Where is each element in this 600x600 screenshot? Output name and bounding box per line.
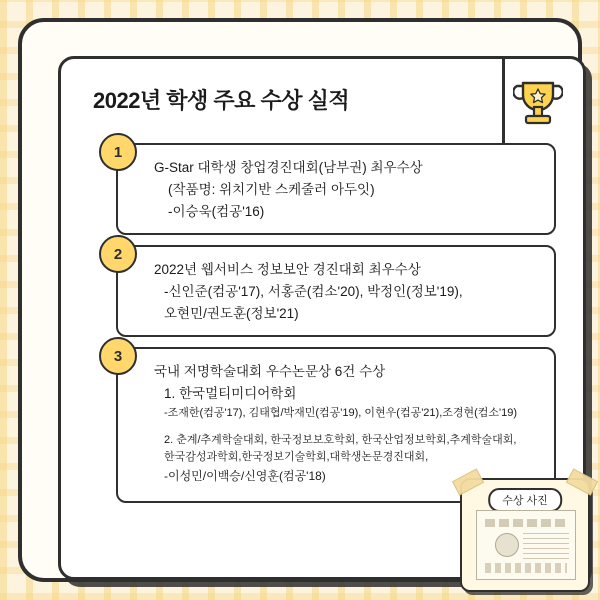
- title-divider: [502, 57, 505, 143]
- award-line: 2022년 웹서비스 정보보안 경진대회 최우수상: [154, 262, 421, 277]
- award-line: 오현민/권도훈(정보'21): [164, 305, 299, 321]
- trophy-icon: [513, 77, 563, 133]
- award-line: -이승욱(컴공'16): [168, 203, 265, 219]
- award-line: G-Star 대학생 창업경진대회(남부권) 최우수상: [154, 160, 423, 175]
- award-block: [116, 143, 556, 235]
- award-line: -이성민/이백승/신영훈(컴공'18): [164, 469, 326, 484]
- award-block: [116, 245, 556, 337]
- photo-label: 수상 사진: [488, 488, 562, 512]
- award-certificate-photo: [476, 510, 576, 580]
- title-box: [75, 71, 505, 127]
- award-line: 국내 저명학술대회 우수논문상 6건 수상: [154, 364, 386, 379]
- page-title: 2022년 학생 주요 수상 실적: [93, 87, 350, 113]
- certificate-text-lines: [523, 533, 569, 559]
- award-line: -신인준(컴공'17), 서홍준(컴소'20), 박정인(정보'19),: [164, 283, 463, 299]
- award-line: 한국감성과학회,한국정보기술학회,대학생논문경진대회,: [164, 451, 429, 464]
- certificate-header-lines: [485, 519, 567, 527]
- award-line: 2. 춘계/추계학술대회, 한국정보보호학회, 한국산업정보학회,추계학술대회,: [164, 433, 517, 446]
- award-line: -조재한(컴공'17), 김태협/박재민(컴공'19), 이현우(컴공'21),조경현(컴소'19): [164, 406, 518, 419]
- certificate-seal: [495, 533, 519, 557]
- award-photo-card: [460, 478, 590, 592]
- award-line: 1. 한국멀티미디어학회: [164, 385, 297, 401]
- section-number-badge: 3: [99, 337, 137, 375]
- title-bar: [75, 71, 571, 127]
- certificate-footer-lines: [485, 563, 567, 573]
- section-number-badge: 1: [99, 133, 137, 171]
- spacer: [154, 423, 540, 432]
- section-number-badge: 2: [99, 235, 137, 273]
- award-line: (작품명: 위치기반 스케줄러 아두잇): [168, 181, 375, 197]
